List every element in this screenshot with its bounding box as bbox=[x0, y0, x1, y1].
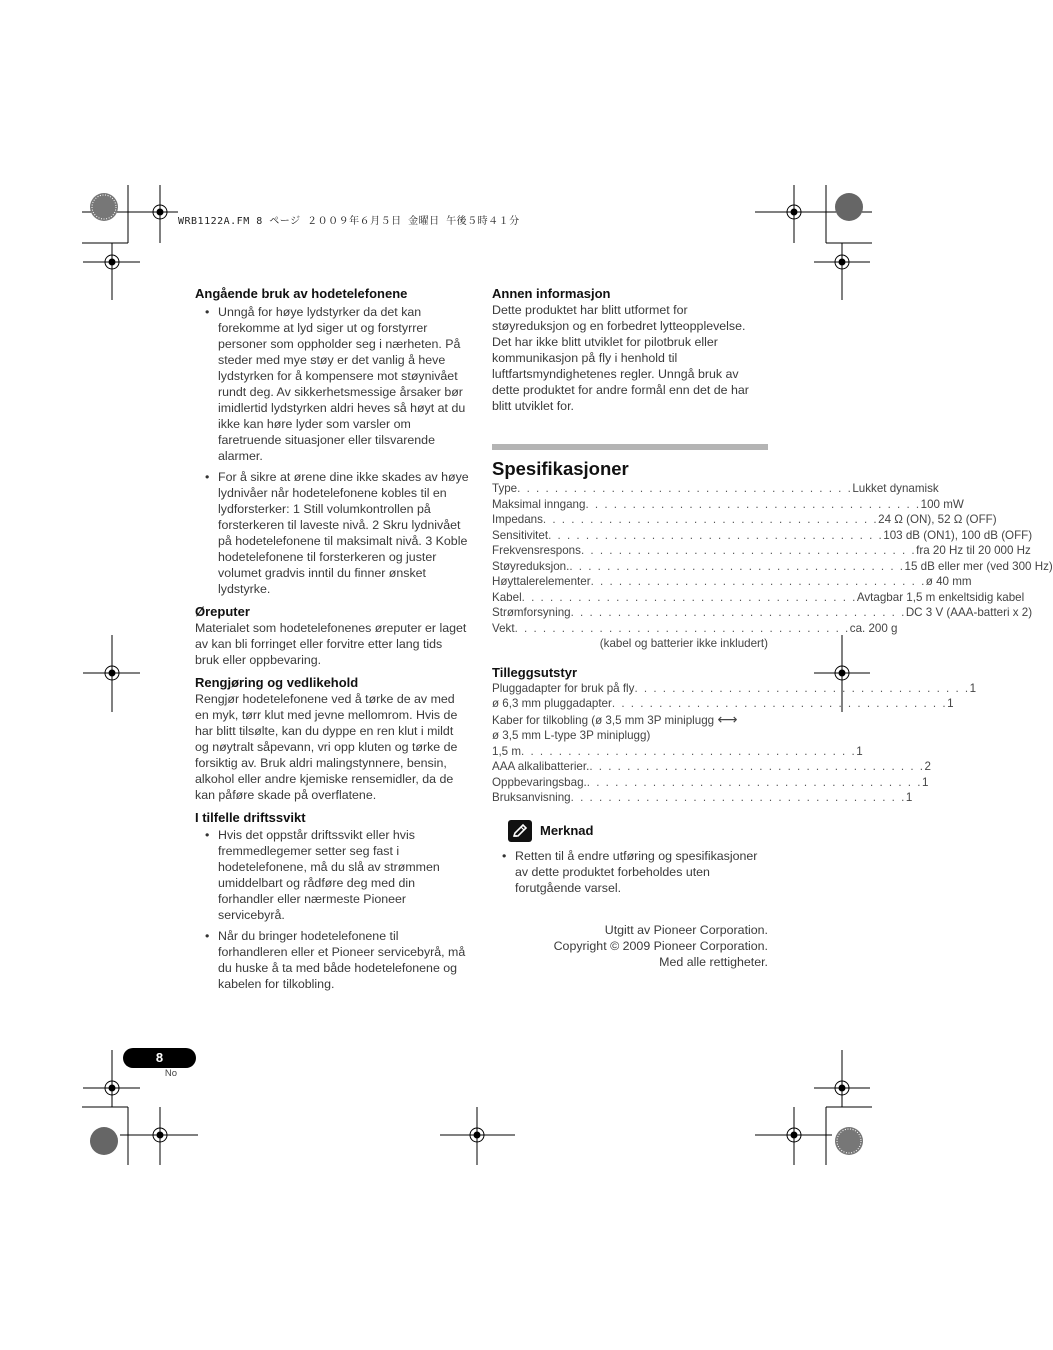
specifications-heading: Spesifikasjoner bbox=[492, 458, 629, 479]
accessory-row: Oppbevaringsbag. . . . . . . . . . . . . . . . . . . . . . . . . . . . . . . . . . . . . 1 bbox=[492, 775, 929, 789]
section-title-malfunction: I tilfelle driftssvikt bbox=[195, 810, 306, 825]
note-list bbox=[492, 848, 768, 896]
list-item: • Når du bringer hodetelefonene til forhandleren eller et Pioneer servicebyrå, må du huske å ta med både hodetelefonene og kabelen for tilkobling. bbox=[195, 928, 469, 992]
ear-pads-text: Materialet som hodetelefonenes øreputer er laget av kan bli forringet eller forvitre etter lang tids bruk eller oppbevaring. bbox=[195, 621, 467, 667]
spec-weight-note: (kabel og batterier ikke inkludert) bbox=[599, 637, 768, 650]
section-title-headphone-use: Angående bruk av hodetelefonene bbox=[195, 286, 408, 301]
spec-row: Kabel . . . . . . . . . . . . . . . . . . . . . . . . . . . . . . . . . . . . Avtagbar 1,5 m enkeltsidig kabel bbox=[492, 590, 1025, 604]
print-header: WRB1122A.FM 8 ページ ２００９年６月５日 金曜日 午後５時４１分 bbox=[178, 216, 520, 227]
right-column bbox=[492, 286, 1053, 970]
list-item: • Hvis det oppstår driftssvikt eller hvis fremmedlegemer setter seg fast i hodetelefonene, må du slå av strømmen umiddelbart og rådføre deg med din forhandler eller nærmeste Pioneer servicebyrå. bbox=[195, 827, 469, 923]
spec-row: Støyreduksjon. . . . . . . . . . . . . . . . . . . . . . . . . . . . . . . . . . . . . 15 dB eller mer (ved 300 Hz) bbox=[492, 559, 1053, 573]
double-arrow-icon: ⟷ bbox=[717, 710, 738, 727]
section-title-accessories: Tilleggsutstyr bbox=[492, 664, 578, 680]
spec-row: Frekvensrespons . . . . . . . . . . . . . . . . . . . . . . . . . . . . . . . . . . . . fra 20 Hz til 20 000 Hz bbox=[492, 544, 1031, 557]
cleaning-text: Rengjør hodetelefonene ved å tørke de av med en myk, tørr klut med jevne mellomrom. Hvis de har blitt tilsølte, kan du dyppe en ren klut i mildt og nøytralt såpevann, vri opp kluten og tørke de forsiktig av. Bruk aldri malingstynnere, bensin, alkohol eller andre kjemiske rensemidler, da de kan påføre skade på overflatene. bbox=[195, 692, 458, 802]
accessory-row: Pluggadapter for bruk på fly . . . . . . . . . . . . . . . . . . . . . . . . . . . . . . . . . . . . 1 bbox=[492, 681, 977, 695]
malfunction-list bbox=[195, 827, 469, 992]
section-title-cleaning: Rengjøring og vedlikehold bbox=[195, 675, 359, 690]
section-title-ear-pads: Øreputer bbox=[195, 604, 250, 619]
spec-row: Impedans . . . . . . . . . . . . . . . . . . . . . . . . . . . . . . . . . . . . 24 Ω (ON), 52 Ω (OFF) bbox=[492, 513, 997, 526]
accessory-cable-line2: ø 3,5 mm L-type 3P miniplugg) bbox=[492, 729, 651, 742]
list-item: • For å sikre at ørene dine ikke skades av høye lydnivåer når hodetelefonene kobles til en lydforsterker: 1 Still volumkontrollen på forsterkeren til laveste nivå. 2 Skru lydnivået på hodetelefonene til maksimalt nivå. 3 Koble hodetelefonene til forsterkeren og juster volumet gradvis inntil du finner ønsket lydstyrke. bbox=[195, 469, 469, 597]
section-divider bbox=[492, 444, 768, 450]
pencil-note-icon bbox=[508, 820, 532, 842]
publisher-credits: Utgitt av Pioneer Corporation. Copyright © 2009 Pioneer Corporation. Med alle rettigheter. bbox=[553, 922, 768, 969]
spec-row: Strømforsyning . . . . . . . . . . . . . . . . . . . . . . . . . . . . . . . . . . . . DC 3 V (AAA-batteri x 2) bbox=[492, 606, 1033, 619]
accessory-row: ø 6,3 mm pluggadapter . . . . . . . . . . . . . . . . . . . . . . . . . . . . . . . . . . . . 1 bbox=[492, 697, 954, 710]
accessory-row: Bruksanvisning . . . . . . . . . . . . . . . . . . . . . . . . . . . . . . . . . . . . 1 bbox=[492, 791, 913, 804]
page-number-badge: 8 bbox=[123, 1048, 196, 1068]
accessory-cable-line: Kaber for tilkobling (ø 3,5 mm 3P miniplugg ⟷ bbox=[492, 710, 738, 727]
note-header bbox=[508, 820, 768, 842]
spec-row: Type . . . . . . . . . . . . . . . . . . . . . . . . . . . . . . . . . . . . Lukket dynamisk bbox=[492, 482, 939, 495]
note-title: Merknad bbox=[540, 823, 594, 838]
left-column bbox=[195, 286, 469, 992]
other-info-text: Dette produktet har blitt utformet for støyreduksjon og en forbedret lytteopplevelse. Det har ikke blitt utviklet for pilotbruk eller kommunikasjon på fly i henhold til luftfartsmyndighetenes regler. Unngå bruk av dette produktet for andre formål enn det de har blitt utviklet for. bbox=[492, 303, 749, 413]
headphone-use-list bbox=[195, 304, 469, 597]
spec-list bbox=[492, 481, 1053, 652]
spec-row: Sensitivitet . . . . . . . . . . . . . . . . . . . . . . . . . . . . . . . . . . . . 103 dB (ON1), 100 dB (OFF) bbox=[492, 528, 1033, 542]
spec-row: Maksimal inngang . . . . . . . . . . . . . . . . . . . . . . . . . . . . . . . . . . . . 100 mW bbox=[492, 497, 964, 511]
spec-row: Høyttalerelementer . . . . . . . . . . . . . . . . . . . . . . . . . . . . . . . . . . . . ø 40 mm bbox=[492, 575, 972, 588]
accessories-list bbox=[492, 681, 977, 806]
section-title-other-info: Annen informasjon bbox=[492, 286, 611, 301]
accessory-row: 1,5 m . . . . . . . . . . . . . . . . . . . . . . . . . . . . . . . . . . . . 1 bbox=[492, 744, 863, 758]
accessory-row: AAA alkalibatterier. . . . . . . . . . . . . . . . . . . . . . . . . . . . . . . . . . . . . 2 bbox=[492, 760, 931, 773]
page-language-code: No bbox=[164, 1068, 178, 1079]
spec-row: Vekt . . . . . . . . . . . . . . . . . . . . . . . . . . . . . . . . . . . . ca. 200 g bbox=[492, 621, 898, 635]
list-item: • Retten til å endre utføring og spesifikasjoner av dette produktet forbeholdes uten forutgående varsel. bbox=[492, 848, 768, 896]
list-item: • Unngå for høye lydstyrker da det kan forekomme at lyd siger ut og forstyrrer personer som oppholder seg i nærheten. På steder med mye støy er det vanlig å heve lydstyrken for å kompensere mot støynivået rundt deg. Av sikkerhetsmessige årsaker bør imidlertid lydstyrken aldri heves så høyt at du ikke kan høre lyder som varsler om faretruende situasjoner eller tilsvarende alarmer. bbox=[195, 304, 469, 464]
